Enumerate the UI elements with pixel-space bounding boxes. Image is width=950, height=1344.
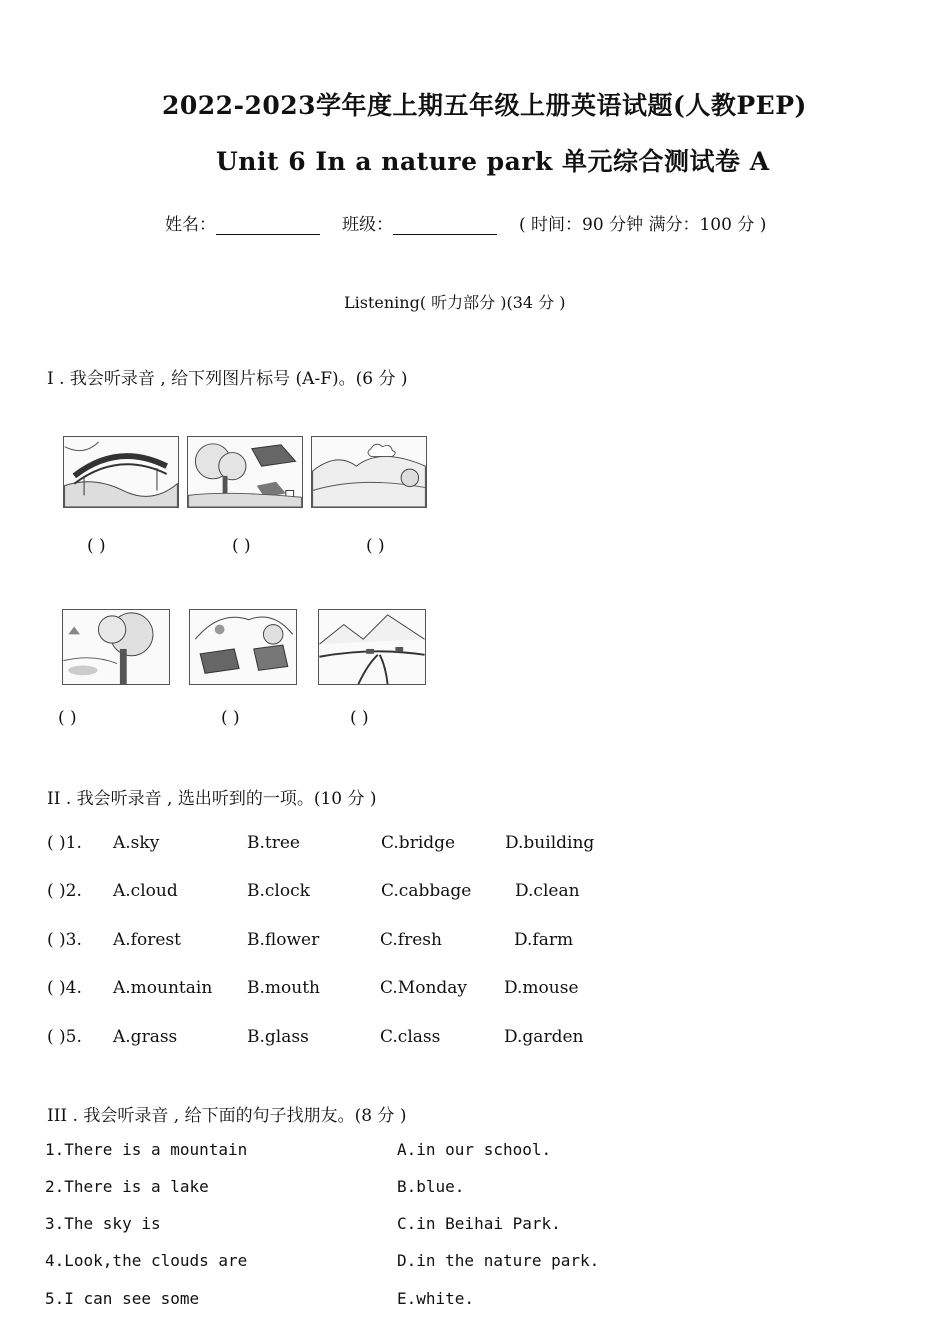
option-a: A.sky — [113, 833, 160, 853]
student-info-line — [165, 210, 766, 235]
picture-3-answer[interactable]: ( ) — [366, 536, 385, 556]
picture-6-answer[interactable]: ( ) — [350, 708, 369, 728]
name-label: 姓名： — [165, 215, 216, 235]
bridge-picture-icon — [63, 436, 179, 508]
answer-bracket[interactable]: ( )4. — [47, 978, 82, 998]
answer-bracket[interactable]: ( )5. — [47, 1027, 82, 1047]
option-b: B.clock — [247, 881, 310, 901]
answer-bracket[interactable]: ( )1. — [47, 833, 82, 853]
question-row — [47, 1027, 687, 1051]
sentence-end-a: A.in our school. — [397, 1140, 552, 1159]
option-d: D.farm — [514, 930, 574, 950]
option-b: B.glass — [247, 1027, 309, 1047]
option-a: A.forest — [113, 930, 181, 950]
picture-5-answer[interactable]: ( ) — [221, 708, 240, 728]
tree-lake-picture-icon — [62, 609, 170, 685]
class-blank[interactable] — [393, 218, 497, 235]
exam-subtitle: Unit 6 In a nature park 单元综合测试卷 A — [216, 147, 770, 176]
option-d: D.building — [505, 833, 595, 853]
option-d: D.garden — [504, 1027, 584, 1047]
part1-instruction: I . 我会听录音 , 给下列图片标号 (A-F)。(6 分 ) — [47, 369, 408, 389]
part2-instruction: II . 我会听录音 , 选出听到的一项。(10 分 ) — [47, 789, 377, 809]
answer-bracket[interactable]: ( )2. — [47, 881, 82, 901]
question-row — [47, 978, 687, 1002]
name-blank[interactable] — [216, 218, 320, 235]
listening-section-header: Listening( 听力部分 )(34 分 ) — [344, 293, 566, 312]
answer-bracket[interactable]: ( )3. — [47, 930, 82, 950]
option-b: B.mouth — [247, 978, 320, 998]
class-label: 班级： — [342, 215, 393, 235]
option-d: D.mouse — [504, 978, 579, 998]
question-row — [47, 833, 687, 857]
hills-river-picture-icon — [311, 436, 427, 508]
exam-title: 2022-2023学年度上期五年级上册英语试题(人教PEP) — [162, 91, 807, 120]
option-a: A.cloud — [113, 881, 178, 901]
option-c: C.Monday — [380, 978, 468, 998]
option-d: D.clean — [515, 881, 580, 901]
sentence-end-e: E.white. — [397, 1289, 475, 1308]
option-a: A.grass — [113, 1027, 178, 1047]
sentence-end-b: B.blue. — [397, 1177, 465, 1196]
option-b: B.tree — [247, 833, 300, 853]
part3-instruction: III . 我会听录音 , 给下面的句子找朋友。(8 分 ) — [47, 1106, 407, 1126]
sentence-end-c: C.in Beihai Park. — [397, 1214, 561, 1233]
option-c: C.cabbage — [381, 881, 472, 901]
exam-info: ( 时间：90 分钟 满分：100 分 ) — [519, 215, 767, 235]
question-row — [47, 930, 687, 954]
option-a: A.mountain — [113, 978, 213, 998]
sentence-start-5: 5.I can see some — [45, 1289, 200, 1308]
picture-1-answer[interactable]: ( ) — [87, 536, 106, 556]
question-row — [47, 881, 687, 905]
picture-4-answer[interactable]: ( ) — [58, 708, 77, 728]
road-mountain-picture-icon — [318, 609, 426, 685]
option-c: C.fresh — [380, 930, 442, 950]
option-b: B.flower — [247, 930, 320, 950]
sentence-start-1: 1.There is a mountain — [45, 1140, 248, 1159]
picture-2-answer[interactable]: ( ) — [232, 536, 251, 556]
village-houses-picture-icon — [187, 436, 303, 508]
option-c: C.bridge — [381, 833, 456, 853]
sentence-start-2: 2.There is a lake — [45, 1177, 209, 1196]
sentence-start-4: 4.Look,the clouds are — [45, 1251, 248, 1270]
sentence-end-d: D.in the nature park. — [397, 1251, 600, 1270]
mountain-village-picture-icon — [189, 609, 297, 685]
option-c: C.class — [380, 1027, 441, 1047]
sentence-start-3: 3.The sky is — [45, 1214, 161, 1233]
